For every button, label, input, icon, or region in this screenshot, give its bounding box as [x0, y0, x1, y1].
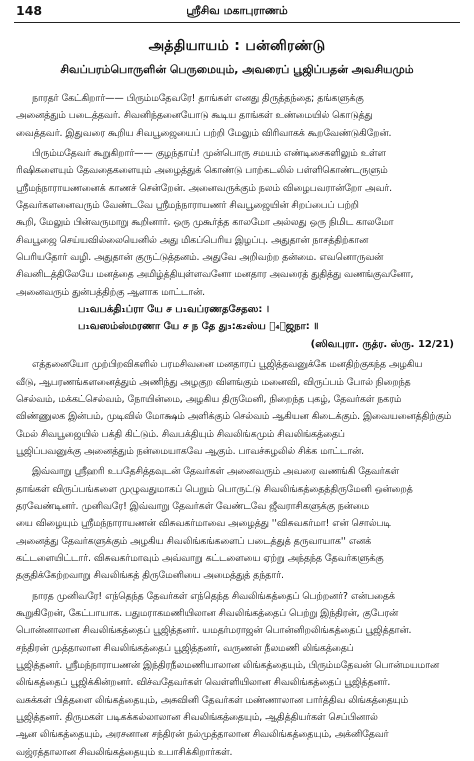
text-line: எத்தனையோ முற்பிறவிகளில் பரமசிவனை மனதாரப் பூஜித்தவனுக்கே மனதிற்குகந்த அழகிய	[32, 359, 423, 371]
text-line: பிரும்மதேவர் கூறுகிறார்—— குழந்தாய்! முன்பொரு சமயம் எண்டிசைகளிலும் உள்ள	[32, 148, 386, 160]
page-number: 148	[16, 3, 43, 18]
text-line: சிவனிடத்திலேயே மனத்தை அமிழ்த்தியுள்ளவனோ மனதார அவரைத் துதித்து வணங்குவனோ,	[16, 269, 414, 281]
text-line: பொன்னாலான சிவலிங்கத்தைப் பூஜித்தனர். யமதர்மராஜன் பொன்னிறலிங்கத்தைப் பூஜித்தான்.	[16, 625, 412, 637]
book-title: ஸ்ரீசிவ மகாபுராணம்	[186, 4, 288, 17]
paragraph	[16, 145, 460, 301]
text-line: அனைவரும் துன்பத்திற்கு ஆளாக மாட்டான்.	[16, 286, 206, 298]
text-line: தாங்கள் விருப்பங்களை முழுவதுமாகப் பெறும் பொருட்டு சிவலிங்கத்தைத்திருமேனி ஒன்றைத்	[16, 483, 413, 495]
text-line: பூஜித்தனர். ஸ்ரீமந்நாராயணன் இந்திரநீலமணியாலான லிங்கத்தையும், பிரும்மதேவன் பொன்மயமான	[16, 660, 440, 671]
text-line: பூஜித்தனர். திருமகள் படிகக்கல்லாலான சிவலிங்கத்தையும், ஆதித்தியர்கள் செப்பினால்	[16, 712, 378, 724]
text-line: விண்ணுலக இன்பம், முடிவில் மோக்ஷம் அளிக்கும் செல்வம் ஆகியன கிடைக்கும். இவையனைத்திற்கும்	[16, 411, 452, 423]
sloka-block	[16, 301, 460, 353]
text-line: தகுதிக்கேற்றவாறு சிவலிங்கத் திருமேனியை அமைத்துத் தந்தார்.	[16, 570, 284, 582]
text-line: நாரதர் கேட்கிறார்—— பிரும்மதேவரே! தாங்கள் எனது திருத்தந்தை; தங்களுக்கு	[32, 93, 364, 104]
text-line: ஆன லிங்கத்தையும், அரசனான சந்திரன் நல்முத்தாலான சிவலிங்கத்தையும், அக்னிதேவர்	[16, 729, 389, 741]
text-line: தேவர்களனைவரும் வேண்டவே ஸ்ரீமந்நாராயணர் சிவபூஜையின் சிறப்பைப் பற்றி	[16, 200, 359, 212]
chapter-subtitle: சிவப்பரம்பொருளின் பெருமையும், அவரைப் பூஜிப்பதன் அவசியமும்	[60, 63, 414, 76]
text-line: கட்டளையிட்டார். விசுவகர்மாவும் அவ்வாறு கட்டளையை ஏற்று அந்தந்த தேவர்களுக்கு	[16, 552, 384, 564]
text-line: லிங்கத்தைப் பூஜிக்கின்றனர். விச்வதேவர்கள் வெள்ளியிலான சிவலிங்கத்தைப் பூஜித்தனர்.	[16, 677, 391, 689]
text-line: வைத்தவர். இதுவரை கூறிய சிவபூஜையைப் பற்றி மேலும் விரிவாகக் கூறவேண்டுகிறேன்.	[16, 127, 392, 139]
text-line: இவ்வாறு ஸ்ரீஹரி உபதேசித்தவுடன் தேவர்கள் அனைவரும் அவரை வணங்கி தேவர்கள்	[32, 466, 399, 478]
text-line: நாரத முனிவரே! எந்தெந்த தேவர்கள் எந்தெந்த சிவலிங்கத்தைப் பெற்றனர்? என்பதைக்	[32, 590, 395, 602]
paragraph	[16, 90, 460, 142]
text-line: வசுக்கள் பித்தளை லிங்கத்தையும், அசுவினி தேவர்கள் மண்ணாலான பார்த்திவ லிங்கத்தையும்	[16, 694, 409, 706]
text-line: சந்திரன் முத்தாலான சிவலிங்கத்தைப் பூஜித்தனர், வருணன் நீலமணி லிங்கத்தைப்	[16, 642, 354, 654]
body-text	[16, 90, 460, 761]
text-line: பூஜிப்பவனுக்கு அனைத்தும் நன்மையாகவே ஆகும். பாவச்சுழலில் சிக்க மாட்டான்.	[16, 445, 365, 457]
page-header	[14, 0, 460, 23]
text-line: தரவேண்டினர். முனிவரே! இவ்வாறு தேவர்கள் வேண்டவே ஜீவராசிகளுக்கு நன்மை	[16, 500, 370, 512]
text-line: யை விழையும் ஸ்ரீமந்நாராயணன் விசுவகர்மாவை அழைத்து ''விசுவகர்மா! என் சொல்படி	[16, 518, 391, 530]
text-line: சிவபூஜை செய்யவில்லையெனில் அது மிகப்பெரிய இழப்பு. அதுதான் நாசத்திற்கான	[16, 234, 369, 246]
sloka-line: ப₁வஸம்ஸ்மரணா யே ச ந தே து₃:க₂ஸ்ய ப₄ாஜநா: ॥	[78, 321, 319, 333]
text-line: வீடு, ஆபரணங்களனைத்தும் அணிந்து அழகுற விளங்கும் மனைவி, விருப்பம் போல் நிறைந்த	[16, 376, 411, 388]
text-line: கூறுகிறேன், கேட்பாயாக. பதுமராகமணியிலான சிவலிங்கத்தைப் பெற்று இந்திரன், குபேரன்	[16, 607, 399, 619]
sloka-reference: (ஸிவபுரா. ருத்ர. ஸ்ரு. 12/21)	[310, 338, 454, 350]
chapter-title: அத்தியாயம் : பன்னிரண்டு	[148, 38, 326, 54]
paragraph	[16, 356, 460, 460]
text-line: கூறி, மேலும் பின்வருமாறு கூறினார். ஒரு முகூர்த்த காலமோ அல்லது ஒரு நிமிட காலமோ	[16, 217, 394, 229]
text-line: மேல் சிவபூஜையில் பக்தி கிட்டும். சிவபக்தியும் சிவலிங்கமும் சிவலிங்கத்தைப்	[16, 428, 345, 440]
text-line: பெரியதோர் வழி. அதுதான் குருட்டுத்தனம். அதுவே அறிவற்ற தன்மை. எவனொருவன்	[16, 252, 384, 264]
sloka-line: ப₁வபக்தி₁ப்ரா யே ச ப₁வப்ரணதசேதஸ: ।	[78, 304, 270, 316]
text-line: அனைத்தும் படைத்தவர். சிவனிந்தனையோடு கூடிய தாங்கள் உண்மையில் கொடுத்து	[16, 110, 373, 122]
text-line: அனைத்து தேவர்களுக்கும் அழகிய சிவலிங்கங்களைப் படைத்துத் தருவாயாக'' எனக்	[16, 535, 372, 547]
text-line: வஜ்ரத்தாலான சிவலிங்கத்தையும் உபாசிக்கிறார்கள்.	[16, 746, 233, 758]
paragraph	[16, 463, 460, 584]
text-line: ஸ்ரீமந்நாராயணனைக் காணச் சென்றேன். அனைவருக்கும் நலம் விழைபவரான்றோ அவர்.	[16, 182, 393, 194]
text-line: செல்வம், மக்கட்செல்வம், நோயின்மை, அழகிய திருமேனி, நிறைந்த புகழ், தேவர்கள் நகரம்	[16, 393, 402, 405]
paragraph	[16, 588, 460, 761]
text-line: ரிஷிகளையும் தேவதைகளையும் அழைத்துக் கொண்டு பாற்கடலில் பள்ளிகொண்டருளும்	[16, 165, 388, 177]
